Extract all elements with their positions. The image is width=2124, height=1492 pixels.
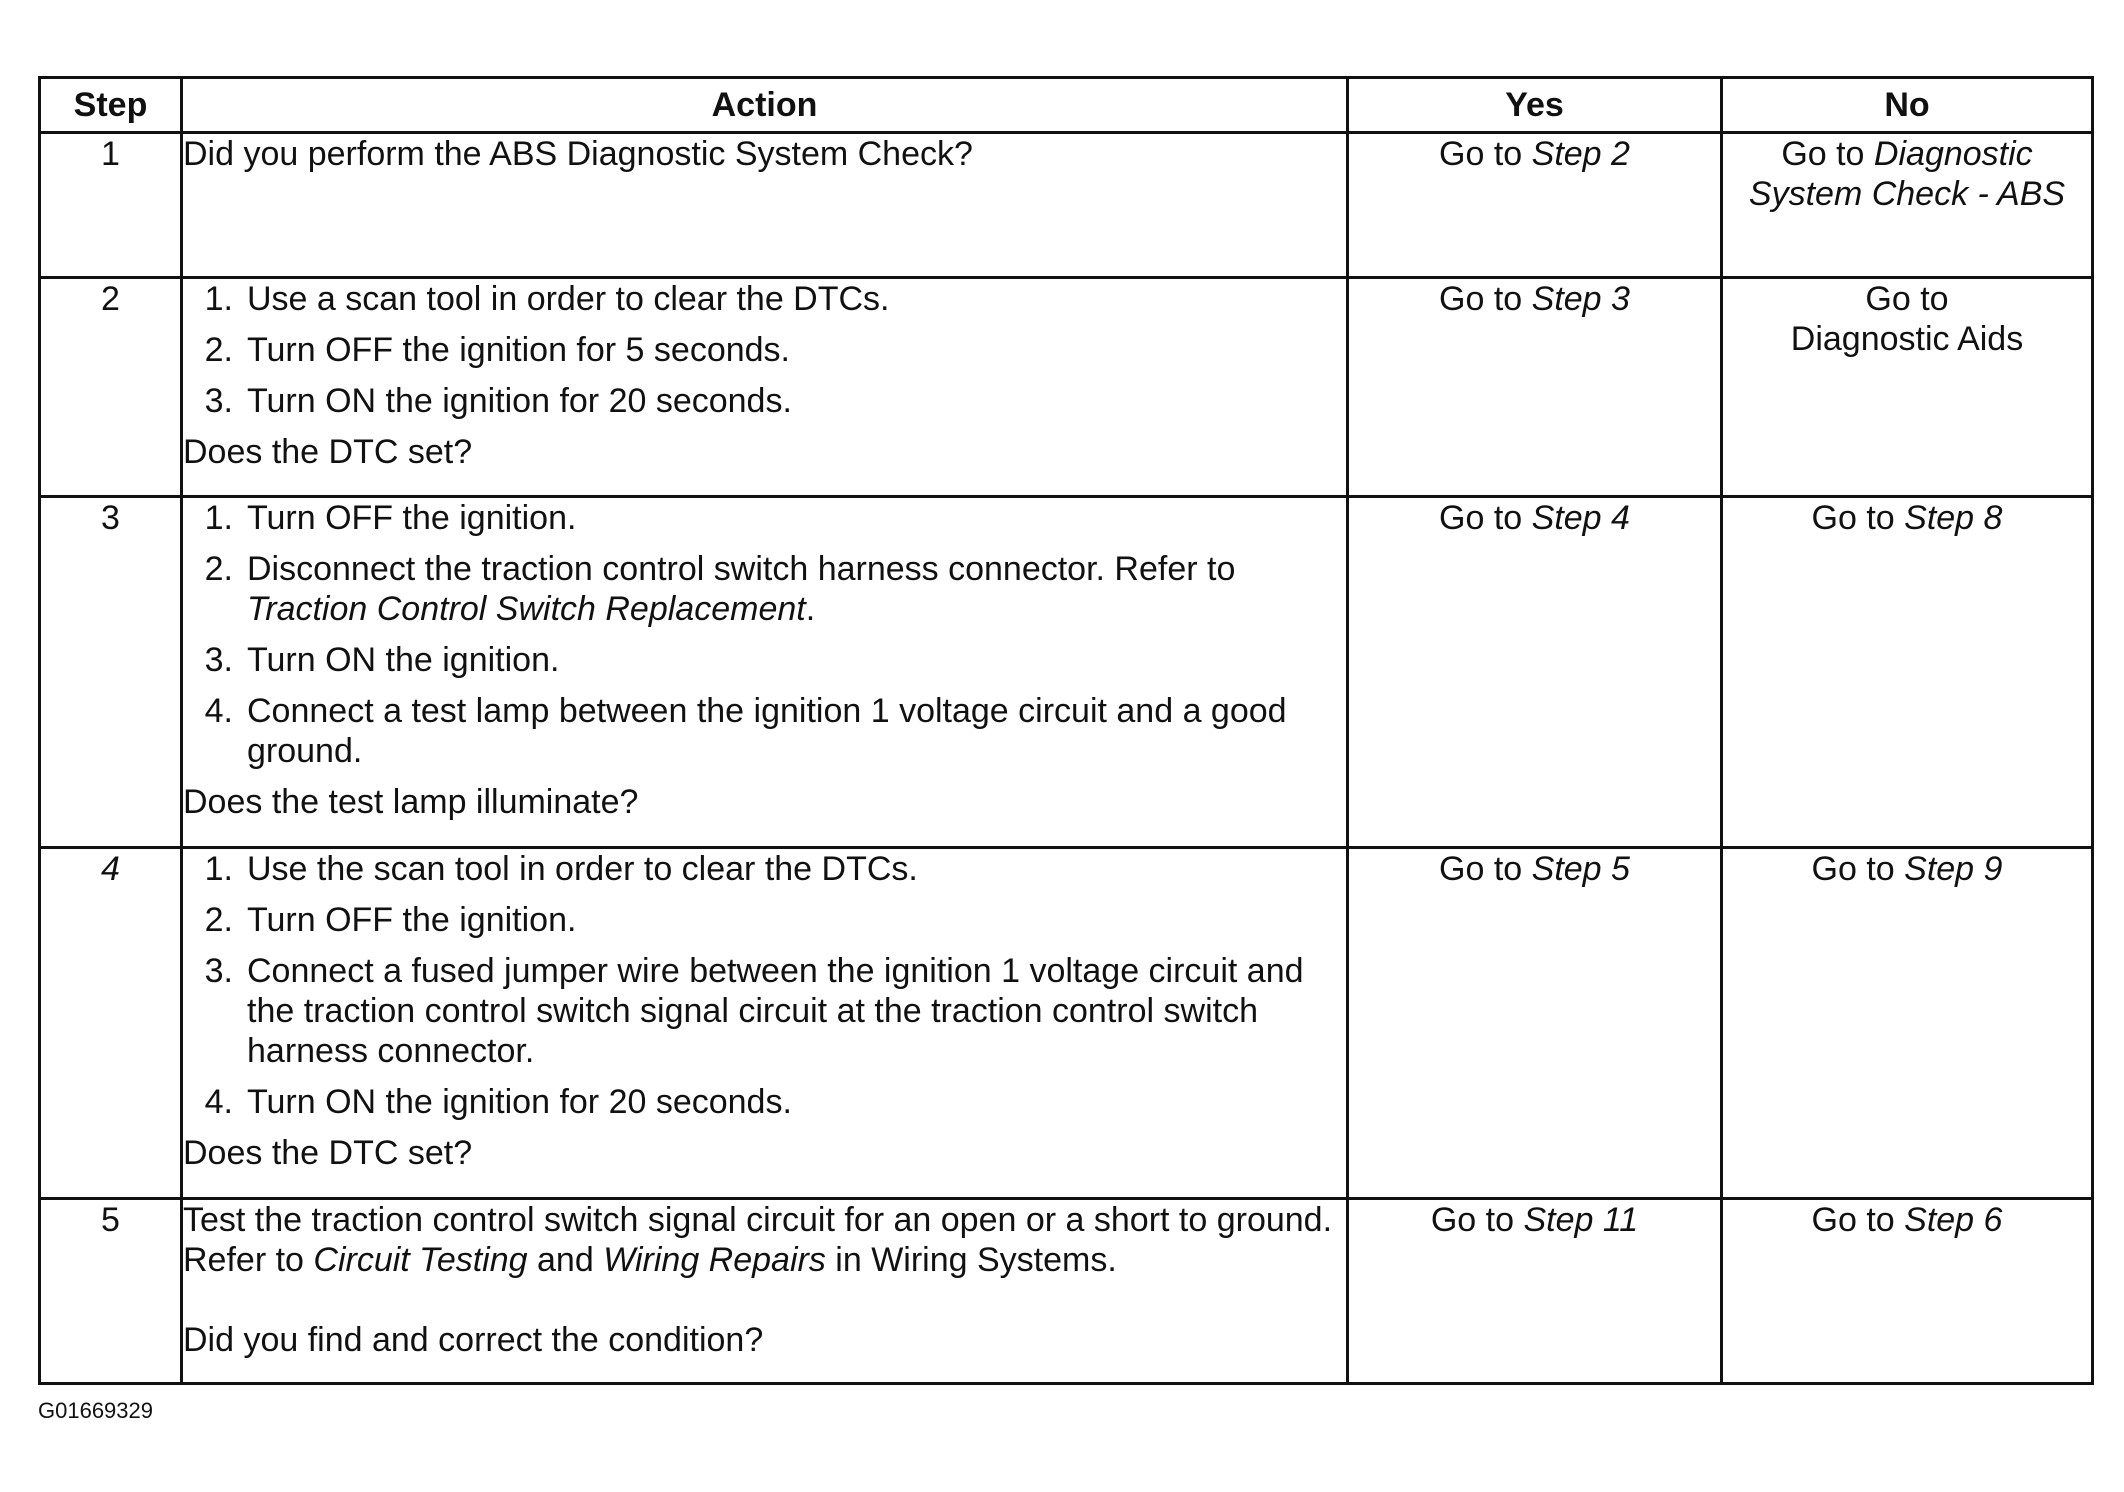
action-cell (182, 1199, 1348, 1384)
action-step-item: 1. Turn OFF the ignition. (204, 499, 577, 537)
action-step-item: 3. Turn ON the ignition. (204, 641, 560, 679)
diagnostic-table (38, 76, 2094, 1385)
no-cell (1722, 278, 2093, 497)
action-steps-list (183, 849, 1346, 1122)
table-row-step-5 (40, 1199, 2093, 1384)
action-steps-list (183, 498, 1346, 771)
action-cell (182, 497, 1348, 848)
yes-prefix: Go to (1430, 1201, 1524, 1239)
yes-prefix: Go to (1439, 499, 1532, 537)
action-step-item: 2. Turn OFF the ignition. (204, 901, 577, 939)
action-question: Does the test lamp illuminate? (183, 783, 639, 821)
action-step-item: 2. Disconnect the traction control switch harness connector. Refer to Traction Control Switch Replacement. (204, 550, 1236, 628)
table-row-step-1 (40, 133, 2093, 278)
yes-prefix: Go to (1439, 135, 1532, 173)
no-step-link[interactable]: Step 6 (1904, 1201, 2003, 1239)
yes-step-link[interactable]: Step 3 (1531, 280, 1630, 318)
no-prefix: Go to (1781, 135, 1874, 173)
table-header-row (40, 78, 2093, 133)
table-row-step-3 (40, 497, 2093, 848)
yes-step-link[interactable]: Step 4 (1531, 499, 1630, 537)
no-step-link[interactable]: Step 9 (1904, 850, 2003, 888)
action-step-item: 3. Connect a fused jumper wire between the ignition 1 voltage circuit and the traction control switch signal circuit at the traction control switch harness connector. (204, 952, 1304, 1070)
no-diagnostic-aids-link[interactable]: Diagnostic Aids (1790, 320, 2024, 358)
action-cell (182, 133, 1348, 278)
step-number: 4 (40, 848, 182, 1199)
no-prefix: Go to (1811, 499, 1905, 537)
step-number: 3 (40, 497, 182, 848)
no-step-link[interactable]: Step 8 (1904, 499, 2003, 537)
circuit-testing-link[interactable]: Circuit Testing (313, 1241, 528, 1279)
spacer (183, 1280, 1346, 1320)
step-number: 1 (40, 133, 182, 278)
yes-prefix: Go to (1439, 280, 1532, 318)
action-question: Does the DTC set? (183, 433, 473, 471)
no-ref-link-line2[interactable]: System Check - ABS (1748, 175, 2066, 213)
yes-cell (1348, 278, 1722, 497)
action-steps-list (183, 279, 1346, 421)
header-step: Step (40, 78, 182, 133)
yes-step-link[interactable]: Step 5 (1531, 850, 1630, 888)
table-row-step-4 (40, 848, 2093, 1199)
action-question: Did you find and correct the condition? (183, 1321, 764, 1359)
yes-step-link[interactable]: Step 2 (1531, 135, 1630, 173)
yes-cell (1348, 1199, 1722, 1384)
yes-cell (1348, 497, 1722, 848)
no-cell (1722, 1199, 2093, 1384)
no-cell (1722, 497, 2093, 848)
header-yes: Yes (1348, 78, 1722, 133)
no-cell (1722, 848, 2093, 1199)
no-prefix: Go to (1811, 1201, 1905, 1239)
yes-cell (1348, 848, 1722, 1199)
action-question: Did you perform the ABS Diagnostic System Check? (183, 135, 973, 173)
action-question: Does the DTC set? (183, 1134, 473, 1172)
traction-control-switch-replacement-link[interactable]: Traction Control Switch Replacement (247, 590, 806, 628)
yes-step-link[interactable]: Step 11 (1523, 1201, 1639, 1239)
yes-prefix: Go to (1439, 850, 1532, 888)
action-step-item: 3. Turn ON the ignition for 20 seconds. (204, 382, 792, 420)
no-line1: Go to (1865, 280, 1949, 318)
header-no: No (1722, 78, 2093, 133)
table-row-step-2 (40, 278, 2093, 497)
action-step-item: 4. Turn ON the ignition for 20 seconds. (204, 1083, 792, 1121)
action-step-item: 2. Turn OFF the ignition for 5 seconds. (204, 331, 790, 369)
action-step-item: 1. Use a scan tool in order to clear the DTCs. (204, 280, 890, 318)
figure-id: G01669329 (38, 1398, 153, 1423)
step-number: 2 (40, 278, 182, 497)
yes-cell (1348, 133, 1722, 278)
wiring-repairs-link[interactable]: Wiring Repairs (603, 1241, 826, 1279)
no-cell (1722, 133, 2093, 278)
action-cell (182, 278, 1348, 497)
action-step-item: 4. Connect a test lamp between the ignition 1 voltage circuit and a good ground. (204, 692, 1287, 770)
header-action: Action (182, 78, 1348, 133)
no-ref-link-line1[interactable]: Diagnostic (1873, 135, 2033, 173)
action-instruction: Test the traction control switch signal circuit for an open or a short to ground. Refer to Circuit Testing and Wiring Repairs in Wiring Systems. (183, 1201, 1333, 1279)
action-step-item: 1. Use the scan tool in order to clear the DTCs. (204, 850, 918, 888)
action-cell (182, 848, 1348, 1199)
step-number: 5 (40, 1199, 182, 1384)
no-prefix: Go to (1811, 850, 1905, 888)
